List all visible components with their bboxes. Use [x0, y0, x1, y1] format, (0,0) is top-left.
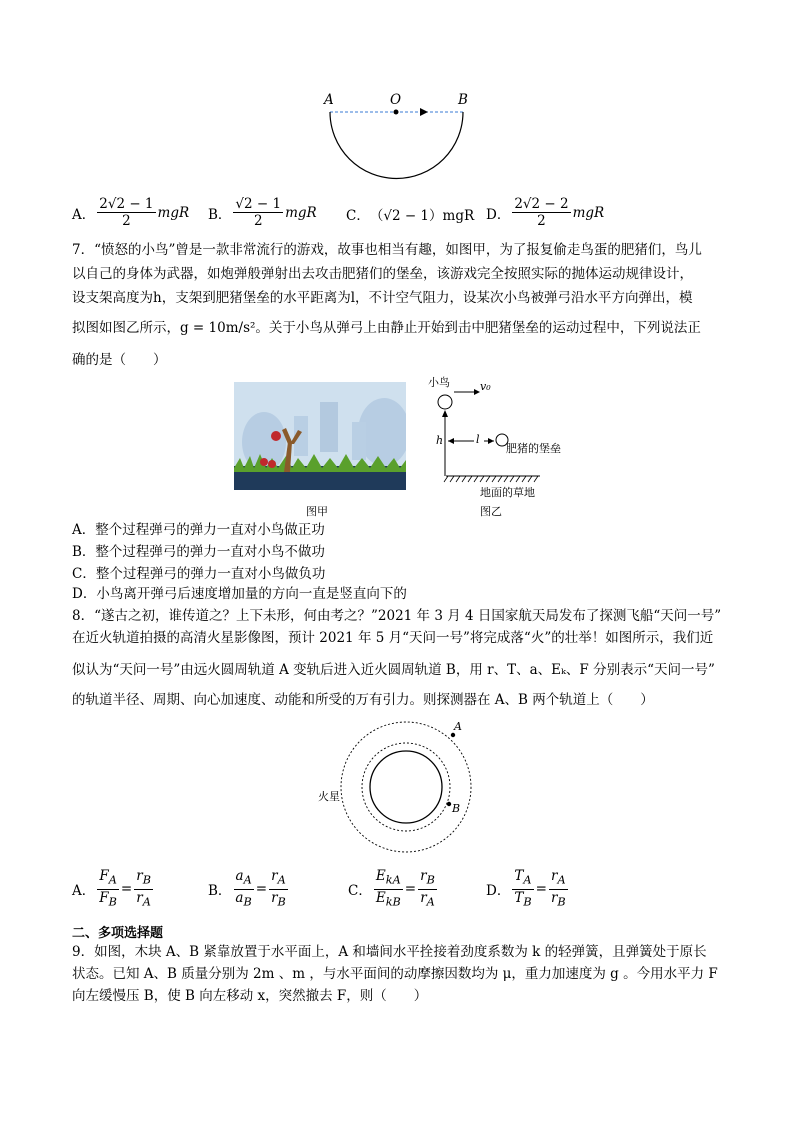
den-var: E	[375, 889, 386, 906]
fig-yi-caption: 图乙	[480, 505, 502, 518]
denominator: 2	[253, 213, 263, 229]
num-sub: kA	[385, 873, 401, 887]
den-sub: B	[243, 895, 252, 909]
num-var: r	[551, 868, 558, 884]
option-letter: C．	[346, 208, 370, 224]
den-sub: B	[557, 895, 566, 909]
numerator: 2√2 − 1	[99, 196, 154, 212]
den-sub: B	[108, 895, 117, 909]
option-text: （√2 − 1）mgR	[369, 208, 475, 224]
q6-option-d[interactable]	[486, 196, 604, 229]
den-var: r	[271, 889, 278, 906]
option-letter: C．	[348, 883, 372, 900]
den-sub: B	[277, 895, 286, 909]
q9-line-1: 9．如图，木块 A、B 紧靠放置于水平面上，A 和墙间水平拴接着劲度系数为 k 的轻弹簧，且弹簧处于原长	[72, 944, 707, 960]
label-a: A	[324, 92, 334, 108]
option-letter: B．	[208, 206, 232, 223]
num-var: F	[99, 868, 109, 884]
option-letter: D．	[486, 206, 511, 223]
label-l: l	[476, 433, 480, 446]
suffix: mgR	[157, 204, 190, 221]
num-sub: A	[557, 873, 566, 887]
num-sub: A	[108, 873, 117, 887]
q7-line-2: 以自己的身体为武器，如炮弹般弹射出去攻击肥猪们的堡垒，该游戏完全按照实际的抛体运动规律设计，	[72, 266, 693, 282]
num-var: a	[235, 868, 244, 884]
den-var: r	[420, 889, 427, 906]
num-var: T	[514, 868, 524, 884]
q8-line-3: 似认为“天问一号”由远火圆周轨道 A 变轨后进入近火圆周轨道 B，用 r、T、a、Eₖ、F 分别表示“天问一号”	[72, 662, 715, 678]
num-var: r	[420, 868, 427, 884]
den-var: T	[514, 889, 524, 906]
q8-option-c[interactable]: C． $\frac{E_{kA}}{E_{kB}}$ = $\frac{r_B}{r_A}$	[348, 868, 435, 909]
q7-line-1: 7．“愤怒的小鸟”曾是一款非常流行的游戏，故事也相当有趣，如图甲，为了报复偷走鸟蛋的肥猪们，鸟儿	[72, 242, 702, 258]
option-letter: B．	[208, 883, 232, 900]
label-orbit-b: B	[452, 802, 461, 815]
den-sub: kB	[385, 895, 401, 909]
option-letter: D．	[486, 883, 511, 900]
fig-jia-caption: 图甲	[306, 505, 328, 518]
num-var: r	[271, 868, 278, 884]
section-title: 二、多项选择题	[72, 926, 164, 941]
projectile-diagram	[424, 372, 594, 502]
label-fort: 肥猪的堡垒	[506, 442, 561, 455]
angry-birds-picture	[234, 382, 406, 490]
q6-option-c[interactable]	[346, 204, 474, 224]
numerator: √2 − 1	[235, 196, 282, 212]
q7-line-5: 确的是（ ）	[72, 352, 167, 368]
denominator: 2	[122, 213, 131, 229]
num-sub: A	[243, 873, 252, 887]
numerator: 2√2 − 2	[514, 196, 569, 212]
den-sub: A	[426, 895, 435, 909]
q8-line-2: 在近火轨道拍摄的高清火星影像图，预计 2021 年 5 月“天问一号”将完成落“火”的壮举！如图所示，我们近	[72, 630, 714, 646]
den-sub: B	[523, 895, 532, 909]
q9-line-2: 状态。已知 A、B 质量分别为 2m 、m ，与水平面间的动摩擦因数均为 μ，重力加速度为 g 。今用水平力 F	[72, 966, 718, 982]
q6-option-b[interactable]	[208, 196, 317, 229]
label-orbit-a: A	[454, 720, 462, 733]
label-o: O	[390, 92, 402, 108]
q7-option-a[interactable]: A．整个过程弹弓的弹力一直对小鸟做正功	[72, 522, 325, 538]
label-h: h	[436, 434, 444, 447]
q8-option-b[interactable]: B． $\frac{a_A}{a_B}$ = $\frac{r_A}{r_B}$	[208, 868, 286, 909]
label-b: B	[458, 92, 468, 108]
option-letter: A．	[72, 883, 96, 900]
den-var: a	[235, 889, 244, 906]
label-bird: 小鸟	[428, 376, 450, 389]
suffix: mgR	[572, 204, 605, 221]
num-sub: A	[523, 873, 532, 887]
q7-line-4: 拟图如图乙所示，g = 10m/s²。关于小鸟从弹弓上由静止开始到击中肥猪堡垒的运动过程中，下列说法正	[72, 320, 701, 336]
num-sub: B	[426, 873, 435, 887]
suffix: mgR	[285, 204, 317, 221]
q8-option-a[interactable]: A． $\frac{F_A}{F_B}$ = $\frac{r_B}{r_A}$	[72, 868, 151, 909]
den-var: r	[136, 889, 143, 906]
label-ground: 地面的草地	[480, 486, 535, 499]
q8-line-4: 的轨道半径、周期、向心加速度、动能和所受的万有引力。则探测器在 A、B 两个轨道上（ ）	[72, 692, 654, 708]
label-mars: 火星	[318, 790, 340, 803]
label-v0: v₀	[480, 380, 491, 393]
q8-line-1: 8．“遂古之初，谁传道之？上下未形，何由考之？”2021 年 3 月 4 日国家航天局发布了探测飞船“天问一号”	[72, 608, 722, 624]
semicircle-figure	[320, 92, 480, 192]
option-letter: A．	[72, 206, 96, 223]
orbit-diagram	[340, 718, 480, 858]
den-sub: A	[142, 895, 151, 909]
den-var: F	[99, 889, 109, 906]
num-sub: A	[277, 873, 286, 887]
denominator: 2	[537, 213, 546, 229]
q9-line-3: 向左缓慢压 B，使 B 向左移动 x，突然撤去 F，则（ ）	[72, 988, 428, 1004]
q7-option-c[interactable]: C．整个过程弹弓的弹力一直对小鸟做负功	[72, 566, 326, 582]
num-var: r	[136, 868, 143, 884]
num-sub: B	[142, 873, 151, 887]
q6-option-a[interactable]	[72, 196, 189, 229]
q7-line-3: 设支架高度为h，支架到肥猪堡垒的水平距离为l，不计空气阻力，设某次小鸟被弹弓沿水平方向弹出，模	[72, 290, 693, 306]
q7-option-d[interactable]: D．小鸟离开弹弓后速度增加量的方向一直是竖直向下的	[72, 586, 407, 602]
q8-option-d[interactable]: D． $\frac{T_A}{T_B}$ = $\frac{r_A}{r_B}$	[486, 868, 566, 909]
q7-option-b[interactable]: B．整个过程弹弓的弹力一直对小鸟不做功	[72, 544, 325, 560]
num-var: E	[375, 868, 386, 884]
den-var: r	[550, 889, 558, 906]
